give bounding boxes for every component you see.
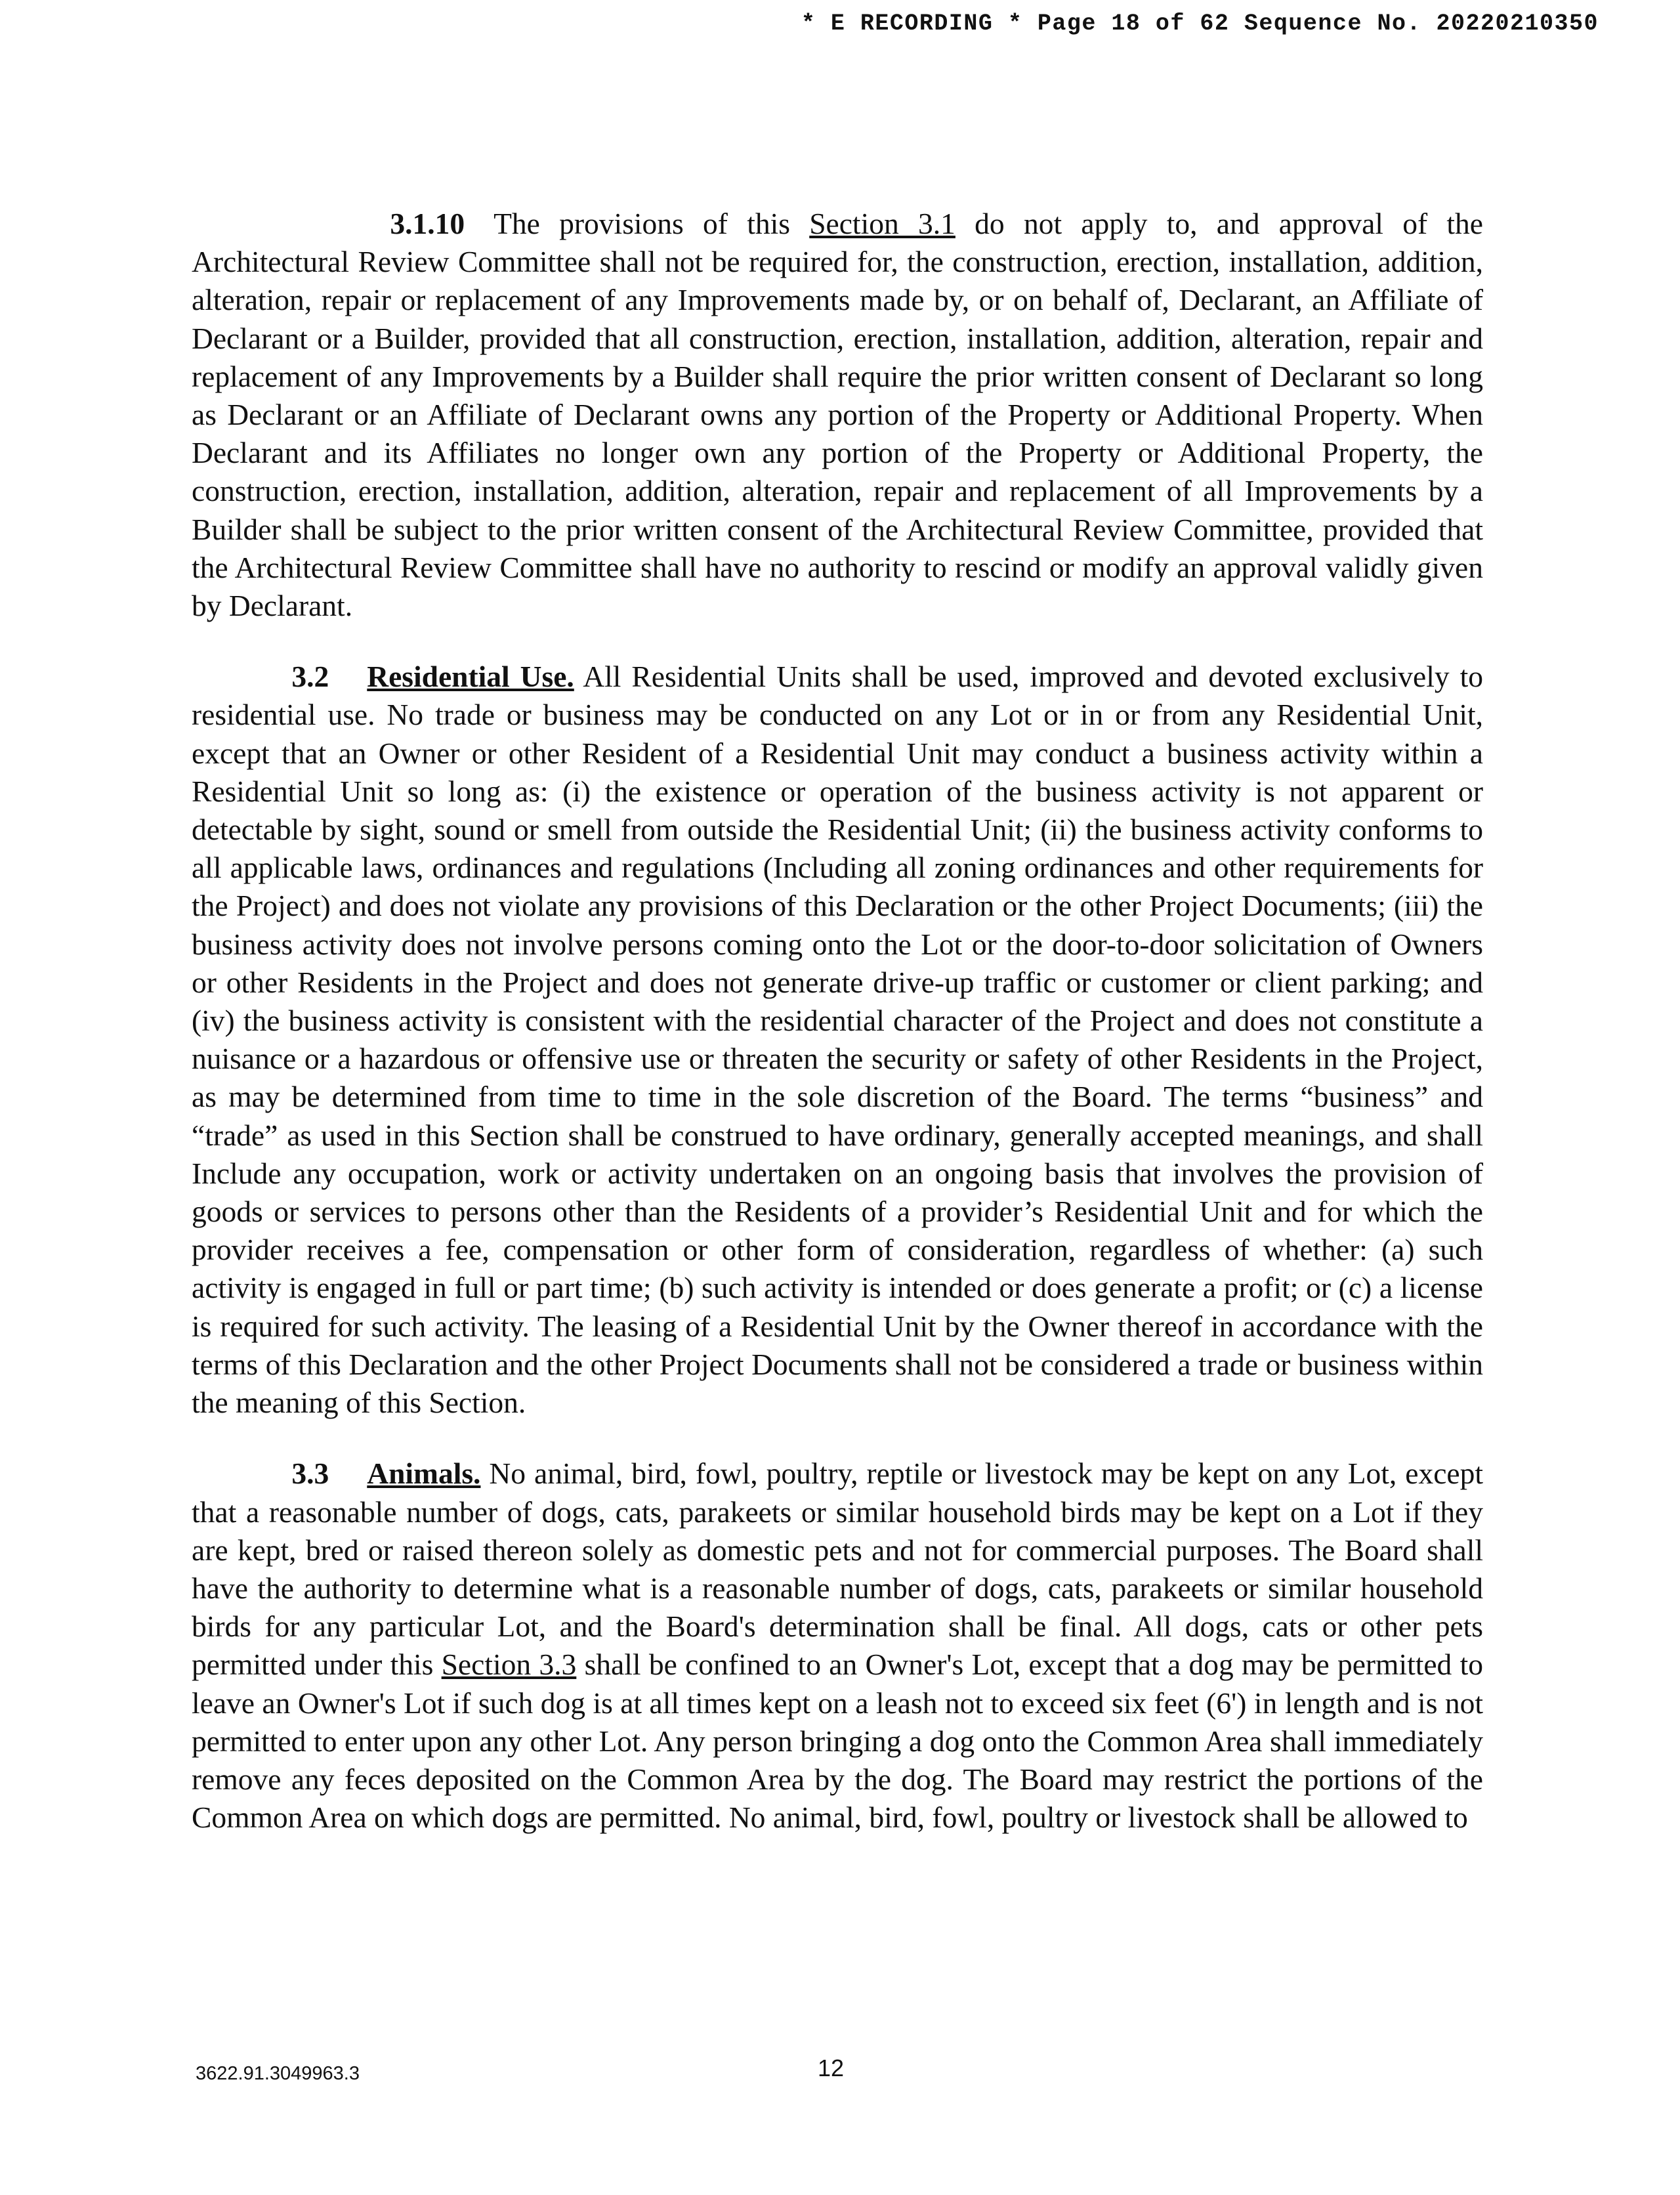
section-heading: Residential Use. <box>367 660 574 694</box>
section-3-1-10 <box>192 205 1483 625</box>
section-3-3 <box>192 1455 1483 1837</box>
recording-header: * E RECORDING * Page 18 of 62 Sequence No. 20220210350 <box>801 11 1599 37</box>
section-number: 3.1.10 <box>390 207 465 240</box>
section-text: shall be confined to an Owner's Lot, except that a dog may be permitted to leave an Owner's Lot if such dog is at all times kept on a leash not to exceed six feet (6') in length and is not permitted to enter upon any other Lot. Any person bringing a dog onto the Common Area shall immediately remove any feces deposited on the Common Area by the dog. The Board may restrict the portions of the Common Area on which dogs are permitted. No animal, bird, fowl, poultry or livestock shall be allowed to <box>192 1648 1484 1835</box>
section-text: All Residential Units shall be used, improved and devoted exclusively to residential use. No trade or business may be conducted on any Lot or in or from any Residential Unit, except that an Owner or other Resident of a Residential Unit may conduct a business activity within a Residential Unit so long as: (i) the existence or operation of the business activity is not apparent or detectable by sight, sound or smell from outside the Residential Unit; (ii) the business activity conforms to all applicable laws, ordinances and regulations (Including all zoning ordinances and other requirements for the Project) and does not violate any provisions of this Declaration or the other Project Documents; (iii) the business activity does not involve persons coming onto the Lot or the door-to-door solicitation of Owners or other Residents in the Project and does not generate drive-up traffic or customer or client parking; and (iv) the business activity is consistent with the residential character of the Project and does not constitute a nuisance or a hazardous or offensive use or threaten the security or safety of other Residents in the Project, as may be determined from time to time in the sole discretion of the Board. The terms “business” and “trade” as used in this Section shall be construed to have ordinary, generally accepted meanings, and shall Include any occupation, work or activity undertaken on an ongoing basis that involves the provision of goods or services to persons other than the Residents of a provider’s Residential Unit and for which the provider receives a fee, compensation or other form of consideration, regardless of whether: (a) such activity is engaged in full or part time; (b) such activity is intended or does generate a profit; or (c) a license is required for such activity. The leasing of a Residential Unit by the Owner thereof in accordance with the terms of this Declaration and the other Project Documents shall not be considered a trade or business within the meaning of this Section. <box>192 660 1483 1420</box>
document-body <box>192 205 1483 1869</box>
section-reference: Section 3.3 <box>441 1648 577 1682</box>
section-reference: Section 3.1 <box>809 207 956 240</box>
footer-page-number: 12 <box>818 2055 845 2081</box>
section-text: The provisions of this <box>494 207 810 240</box>
section-text: do not apply to, and approval of the Architectural Review Committee shall not be required for, the construction, erection, installation, addition, alteration, repair or replacement of any Improvements made by, or on behalf of, Declarant, an Affiliate of Declarant or a Builder, provided that all construction, erection, installation, addition, alteration, repair and replacement of any Improvements by a Builder shall require the prior written consent of Declarant so long as Declarant or an Affiliate of Declarant owns any portion of the Property or Additional Property. When Declarant and its Affiliates no longer own any portion of the Property or Additional Property, the construction, erection, installation, addition, alteration, repair and replacement of all Improvements by a Builder shall be subject to the prior written consent of the Architectural Review Committee, provided that the Architectural Review Committee shall have no authority to rescind or modify an approval validly given by Declarant. <box>192 207 1483 623</box>
section-number: 3.2 <box>291 660 329 694</box>
section-text: No animal, bird, fowl, poultry, reptile or livestock may be kept on any Lot, except that a reasonable number of dogs, cats, parakeets or similar household birds may be kept on a Lot if they are kept, bred or raised thereon solely as domestic pets and not for commercial purposes. The Board shall have the authority to determine what is a reasonable number of dogs, cats, parakeets or similar household birds for any particular Lot, and the Board's determination shall be final. All dogs, cats or other pets permitted under this <box>192 1457 1483 1682</box>
section-3-2 <box>192 658 1483 1422</box>
section-heading: Animals. <box>367 1457 481 1491</box>
section-number: 3.3 <box>291 1457 329 1491</box>
footer-document-id: 3622.91.3049963.3 <box>196 2063 360 2084</box>
